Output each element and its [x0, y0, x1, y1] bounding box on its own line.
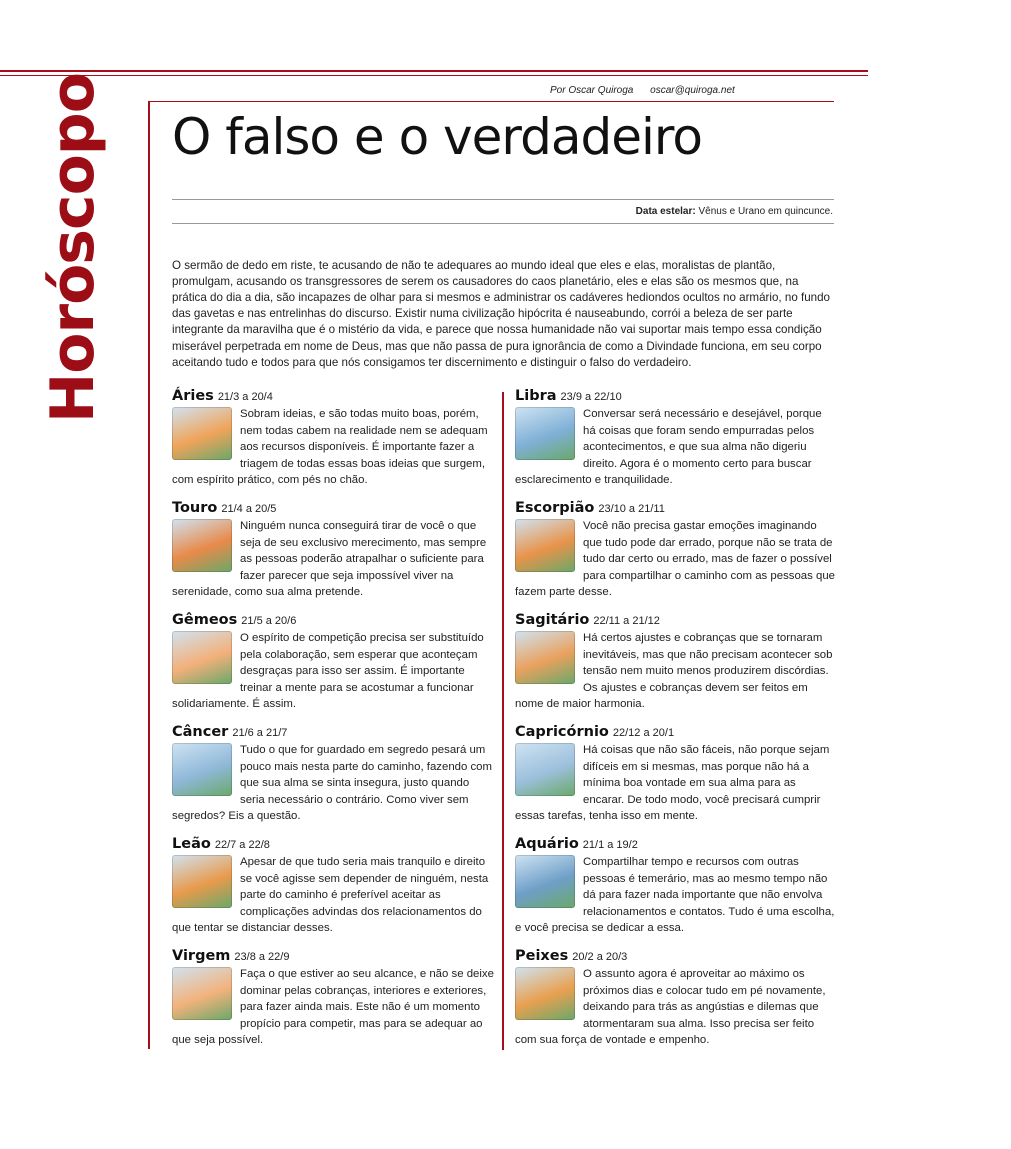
leo-icon: [172, 855, 232, 908]
sign-aquarius: [515, 834, 837, 937]
sign-text: O espírito de competição precisa ser substituído pela colaboração, sem esperar que aconteçam desgraças para isso ser assim. É importante treinar a mente para se acostumar a funcionar solidariamente. É assim.: [172, 632, 484, 710]
sign-name: Sagitário: [515, 612, 590, 628]
star-date-value: Vênus e Urano em quincunce.: [698, 206, 833, 217]
sign-name: Áries: [172, 388, 214, 404]
gemini-icon: [172, 631, 232, 684]
pisces-icon: [515, 967, 575, 1020]
sign-aries: [172, 386, 494, 489]
top-rule: [0, 70, 868, 72]
sign-scorpio: [515, 498, 837, 601]
sign-name: Leão: [172, 836, 211, 852]
byline: [550, 85, 749, 96]
sign-gemini: [172, 610, 494, 713]
virgo-icon: [172, 967, 232, 1020]
aquarius-icon: [515, 855, 575, 908]
sagittarius-icon: [515, 631, 575, 684]
section-title: Horóscopo: [38, 72, 108, 423]
sign-text: Ninguém nunca conseguirá tirar de você o que seja de seu exclusivo merecimento, mas sempre as pessoas poderão atrapalhar o suficiente para fazer parecer que seja impossível viver na serenidade, como sua alma pretende.: [172, 520, 487, 598]
byline-author: Por Oscar Quiroga: [550, 85, 634, 96]
headline-rule: [172, 199, 834, 200]
sign-text: Faça o que estiver ao seu alcance, e não se deixe dominar pelas cobranças, interiores e exteriores, para fazer ainda mais. Este não é um momento propício para competir, mas para se adequar ao que seja possível.: [172, 968, 494, 1046]
sign-name: Libra: [515, 388, 557, 404]
sign-dates: 21/1 a 19/2: [582, 839, 638, 851]
sign-name: Capricórnio: [515, 724, 609, 740]
sign-dates: 22/12 a 20/1: [612, 727, 675, 739]
sign-text: Apesar de que tudo seria mais tranquilo e direito se você agisse sem depender de ninguém, nesta parte do caminho é preferível aceitar as complicações advindas dos relacionamentos do que tentar se distanciar desses.: [172, 856, 489, 934]
column-divider: [502, 392, 504, 1050]
sign-dates: 23/10 a 21/11: [598, 503, 665, 515]
sign-name: Touro: [172, 500, 218, 516]
sign-text: Conversar será necessário e desejável, porque há coisas que foram sendo empurradas pelos acontecimentos, e que sua alma não digeriu direito. Agora é o momento certo para buscar esclarecimento e tranquilidade.: [515, 408, 822, 486]
stardate-rule: [172, 223, 834, 224]
sign-pisces: [515, 946, 837, 1049]
frame-top: [148, 101, 834, 102]
sign-virgo: [172, 946, 494, 1049]
frame-left: [148, 101, 150, 1049]
sign-capricorn: [515, 722, 837, 825]
sign-text: Sobram ideias, e são todas muito boas, porém, nem todas cabem na realidade nem se adequam aos recursos disponíveis. É importante fazer a triagem de todas essas boas ideias que surgem, com espírito prático, com pés no chão.: [172, 408, 488, 486]
sign-name: Peixes: [515, 948, 569, 964]
sign-dates: 21/3 a 20/4: [217, 391, 273, 403]
sign-dates: 22/11 a 21/12: [593, 615, 660, 627]
star-date: [636, 206, 833, 217]
sign-sagittarius: [515, 610, 837, 713]
sign-text: O assunto agora é aproveitar ao máximo os próximos dias e colocar tudo em pé novamente, deixando para trás as angústias e dilemas que atormentaram sua alma. Isso precisa ser feito com sua força de vontade e empenho.: [515, 968, 826, 1046]
sign-taurus: [172, 498, 494, 601]
sign-dates: 20/2 a 20/3: [572, 951, 628, 963]
section-title-wrap: [28, 72, 118, 423]
sign-dates: 22/7 a 22/8: [214, 839, 270, 851]
sign-name: Câncer: [172, 724, 229, 740]
scorpio-icon: [515, 519, 575, 572]
sign-dates: 21/6 a 21/7: [232, 727, 288, 739]
sign-name: Virgem: [172, 948, 231, 964]
sign-dates: 21/4 a 20/5: [221, 503, 277, 515]
sign-libra: [515, 386, 837, 489]
top-rule-thin: [0, 75, 868, 76]
sign-dates: 23/8 a 22/9: [234, 951, 290, 963]
headline: O falso e o verdadeiro: [172, 108, 702, 166]
libra-icon: [515, 407, 575, 460]
sign-text: Há certos ajustes e cobranças que se tornaram inevitáveis, mas que não precisam acontecer sob tensão nem muito menos produzirem discórdias. Os ajustes e cobranças devem ser feitos em nome de maior harmonia.: [515, 632, 833, 710]
taurus-icon: [172, 519, 232, 572]
capricorn-icon: [515, 743, 575, 796]
sign-dates: 21/5 a 20/6: [241, 615, 297, 627]
byline-email[interactable]: oscar@quiroga.net: [650, 85, 735, 96]
aries-icon: [172, 407, 232, 460]
sign-name: Gêmeos: [172, 612, 238, 628]
sign-text: Há coisas que não são fáceis, não porque sejam difíceis em si mesmas, mas porque não há a mínima boa vontade em sua alma para as encarar. De todo modo, você precisará cumprir essas tarefas, tenha isso em mente.: [515, 744, 830, 822]
sign-dates: 23/9 a 22/10: [560, 391, 622, 403]
sign-leo: [172, 834, 494, 937]
sign-text: Compartilhar tempo e recursos com outras pessoas é temerário, mas ao mesmo tempo não dá para fazer nada importante que não envolva relacionamentos e contatos. Tudo é uma escolha, e você precisa se dedicar a essa.: [515, 856, 835, 934]
sign-text: Você não precisa gastar emoções imaginando que tudo pode dar errado, porque não se trata de tudo dar certo ou errado, mas de fazer o possível para compartilhar o caminho com as pessoas que fazem parte desse.: [515, 520, 835, 598]
cancer-icon: [172, 743, 232, 796]
intro-paragraph: O sermão de dedo em riste, te acusando de não te adequares ao mundo ideal que eles e elas, moralistas de plantão, promulgam, acusando os transgressores de serem os causadores do caos planetário, eles e elas são os mesmos que, na prática do dia a dia, são incapazes de olhar para si mesmos e administrar os cadáveres hediondos ocultos no armário, no fundo das gavetas e nas entrelinhas do discurso. Existir numa civilização hipócrita é nauseabundo, corrói a beleza de ser parte integrante da maravilha que é o mistério da vida, e parece que nossa humanidade não vai suportar mais tempo essa condição miserável perpetrada em nome de Deus, mas que não passa de pura ignorância de como a Divindade funciona, em seu corpo aceitando tudo e todos para que nós consigamos ter discernimento e distinguir o falso do verdadeiro.: [172, 258, 830, 369]
star-date-label: Data estelar:: [635, 206, 696, 217]
sign-text: Tudo o que for guardado em segredo pesará um pouco mais nesta parte do caminho, fazendo com que sua alma se sinta insegura, justo quando seria necessário o contrário. Como viver sem segredos? Eis a questão.: [172, 744, 493, 822]
sign-cancer: [172, 722, 494, 825]
sign-name: Escorpião: [515, 500, 595, 516]
sign-name: Aquário: [515, 836, 579, 852]
